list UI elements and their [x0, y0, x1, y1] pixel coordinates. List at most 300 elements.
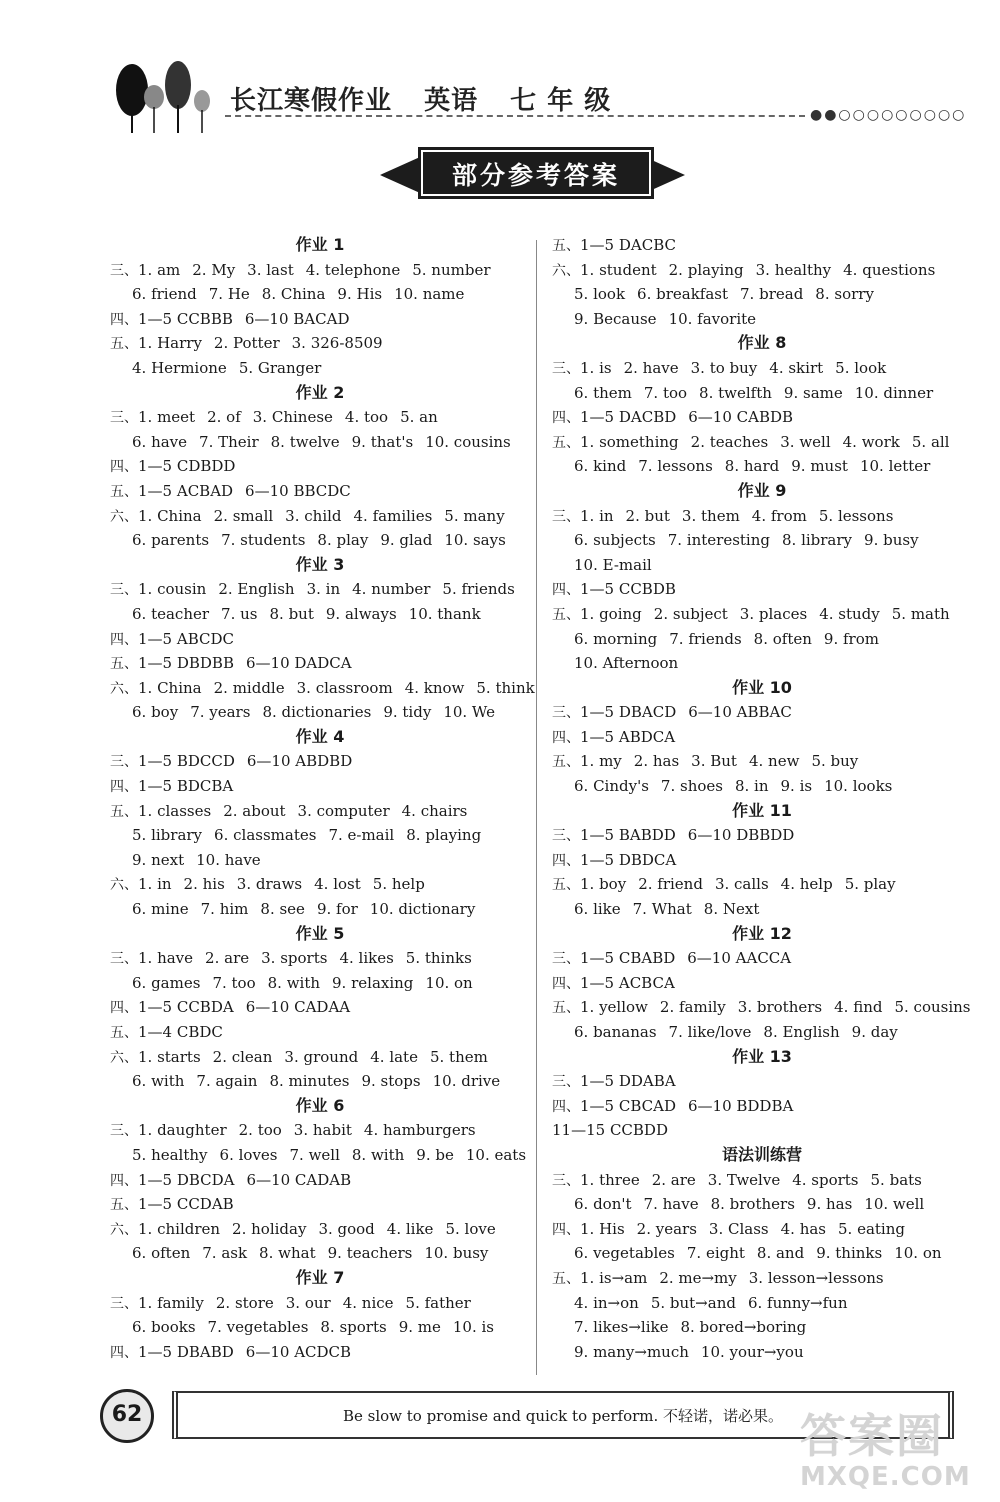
answer-item: 6. morning	[574, 629, 658, 648]
question-part-tag: 六、	[110, 508, 138, 525]
answer-line	[110, 1192, 530, 1217]
answer-item: 5. love	[445, 1219, 496, 1238]
answer-line	[110, 405, 530, 430]
answer-item: 1. His	[580, 1219, 625, 1238]
answer-item: 5. them	[429, 1047, 488, 1066]
answer-item: 1—5 CBCAD	[580, 1096, 676, 1115]
answer-line	[552, 1168, 972, 1193]
question-part-tag: 三、	[110, 1295, 138, 1312]
answer-item: 4. in→on	[574, 1293, 639, 1312]
banner-box	[418, 147, 654, 199]
answer-line	[110, 430, 530, 455]
answer-item: 4. number	[352, 580, 431, 599]
answer-item: 9. must	[791, 457, 848, 476]
answer-line	[552, 725, 972, 750]
answer-item: 8. minutes	[269, 1072, 350, 1091]
answer-item: 8. with	[351, 1145, 405, 1164]
answer-line	[110, 307, 530, 332]
question-part-tag: 四、	[552, 582, 580, 599]
answer-item: 5. library	[132, 826, 203, 845]
answer-item: 7. again	[196, 1072, 258, 1091]
answer-line	[552, 1291, 972, 1316]
answer-item: 4. questions	[843, 260, 936, 279]
answer-item: 1—5 DACBC	[580, 236, 676, 254]
answer-item: 1. daughter	[138, 1121, 227, 1140]
answer-item: 4. skirt	[769, 358, 824, 377]
question-part-tag: 四、	[552, 410, 580, 427]
answer-line	[110, 1020, 530, 1045]
answer-item: 3. sports	[261, 949, 328, 968]
section-heading: 作业 5	[295, 923, 345, 943]
answer-item: 6—10 BBCDC	[245, 481, 351, 500]
answer-item: 9. glad	[380, 531, 433, 550]
answer-item: 4. chairs	[401, 801, 468, 820]
question-part-tag: 四、	[110, 631, 138, 648]
answer-item: 7. What	[632, 900, 692, 919]
answer-item: 9. tidy	[383, 703, 432, 722]
answer-item: 6—10 ABBAC	[688, 703, 792, 722]
question-part-tag: 四、	[552, 852, 580, 869]
answer-item: 8. and	[756, 1244, 805, 1263]
answer-item: 3. good	[318, 1219, 375, 1238]
answer-item: 7. Their	[199, 432, 259, 451]
answer-line	[552, 233, 972, 258]
answer-item: 6—10 DADCA	[245, 654, 352, 673]
answer-item: 9. next	[132, 850, 185, 869]
answer-item: 6. books	[132, 1318, 196, 1337]
answer-item: 1—5 DBCDA	[138, 1170, 235, 1189]
question-part-tag: 三、	[110, 951, 138, 968]
answer-item: 6—10 ABDBD	[246, 752, 353, 771]
answer-item: 9. that's	[351, 432, 414, 451]
answer-item: 3. draws	[236, 875, 303, 894]
question-part-tag: 五、	[110, 656, 138, 673]
answer-item: 5. father	[405, 1293, 471, 1312]
answer-item: 7. well	[289, 1145, 340, 1164]
answer-item: 7. years	[190, 703, 251, 722]
answer-item: 9. Because	[574, 309, 657, 328]
banner-left-ribbon	[380, 157, 420, 193]
answer-item: 8. Next	[703, 900, 760, 919]
answer-item: 1. meet	[138, 408, 196, 427]
answer-item: 10. have	[196, 850, 261, 869]
answer-item: 1. something	[580, 432, 679, 451]
answer-line	[552, 528, 972, 553]
answer-item: 11—15 CCBDD	[552, 1121, 668, 1140]
answer-item: 2. are	[651, 1170, 696, 1189]
question-part-tag: 四、	[110, 459, 138, 476]
answer-item: 2. years	[636, 1219, 697, 1238]
answer-item: 1. is→am	[580, 1268, 648, 1287]
section-heading: 作业 11	[732, 800, 792, 820]
answer-line	[110, 282, 530, 307]
answer-item: 6. friend	[132, 285, 197, 304]
answer-line	[110, 774, 530, 799]
answer-item: 1. my	[580, 752, 622, 771]
answer-item: 5. friends	[442, 580, 515, 599]
answer-item: 9. from	[823, 629, 879, 648]
answer-item: 4. too	[344, 408, 389, 427]
answer-item: 7. vegetables	[207, 1318, 309, 1337]
answer-item: 7. interesting	[667, 531, 770, 550]
answer-line	[110, 995, 530, 1020]
answer-item: 6. boy	[132, 703, 179, 722]
answer-line	[552, 1241, 972, 1266]
answer-item: 1—5 ACBCA	[580, 973, 675, 992]
answer-item: 6. loves	[219, 1145, 278, 1164]
answer-item: 1. three	[580, 1170, 640, 1189]
answer-item: 10. Afternoon	[574, 654, 679, 673]
answer-item: 1—5 CCDAB	[138, 1195, 234, 1214]
answer-item: 4. Hermione	[132, 358, 227, 377]
answer-item: 3. Chinese	[252, 408, 333, 427]
watermark-logo	[800, 1400, 1000, 1500]
answer-item: 4. has	[780, 1219, 826, 1238]
answer-item: 6. games	[132, 973, 201, 992]
answer-item: 1. children	[138, 1219, 221, 1238]
answer-item: 3. child	[285, 506, 342, 525]
question-part-tag: 五、	[552, 606, 580, 623]
answer-item: 10. dictionary	[369, 900, 476, 919]
question-part-tag: 五、	[110, 483, 138, 500]
answer-line	[552, 1217, 972, 1242]
answer-item: 2. has	[633, 752, 680, 771]
answer-item: 6—10 CADAA	[245, 998, 351, 1017]
answer-item: 1—5 ABCDC	[138, 629, 234, 648]
answer-line	[552, 602, 972, 627]
answer-item: 7. He	[208, 285, 250, 304]
section-heading: 作业 10	[732, 677, 792, 697]
answer-item: 7. us	[221, 604, 258, 623]
answer-line	[552, 1069, 972, 1094]
answer-line	[110, 1069, 530, 1094]
answer-item: 8. dictionaries	[262, 703, 372, 722]
question-part-tag: 四、	[110, 1000, 138, 1017]
answer-line	[110, 799, 530, 824]
question-part-tag: 三、	[552, 828, 580, 845]
answer-line	[552, 504, 972, 529]
answer-line	[110, 1217, 530, 1242]
answer-item: 5. but→and	[650, 1293, 736, 1312]
answer-item: 6. breakfast	[637, 285, 729, 304]
answer-item: 10. letter	[859, 457, 931, 476]
answer-line	[110, 1241, 530, 1266]
answer-item: 9. always	[325, 604, 397, 623]
answer-item: 6. like	[574, 900, 621, 919]
answer-item: 5. thinks	[405, 949, 472, 968]
answer-line	[552, 872, 972, 897]
answer-item: 8. with	[267, 973, 321, 992]
answer-line	[552, 1094, 972, 1119]
answer-item: 1—5 CCBDB	[580, 580, 676, 599]
answer-item: 9. me	[398, 1318, 441, 1337]
section-heading: 作业 12	[732, 923, 792, 943]
answer-item: 9. for	[316, 900, 358, 919]
answer-item: 5. help	[372, 875, 425, 894]
answer-item: 10. well	[864, 1195, 925, 1214]
question-part-tag: 四、	[552, 1098, 580, 1115]
answer-item: 10. name	[394, 285, 465, 304]
trees-icon	[110, 55, 220, 135]
watermark-url: MXQE.COM	[800, 1462, 971, 1492]
answer-item: 4. know	[404, 678, 465, 697]
answer-item: 4. help	[780, 875, 833, 894]
question-part-tag: 五、	[552, 238, 580, 254]
answer-item: 8. library	[781, 531, 853, 550]
answer-line	[552, 823, 972, 848]
answer-item: 6. Cindy's	[574, 777, 649, 796]
answer-item: 5. eating	[838, 1219, 905, 1238]
answer-line	[110, 1340, 530, 1365]
answer-item: 10. your→you	[700, 1342, 804, 1361]
answer-item: 2. Potter	[213, 334, 280, 353]
answer-line	[110, 1168, 530, 1193]
answer-item: 3. last	[247, 260, 294, 279]
answer-item: 1—5 BABDD	[580, 826, 676, 845]
answer-item: 1. China	[138, 506, 202, 525]
page-number: 62	[100, 1389, 154, 1443]
answer-item: 1. classes	[138, 801, 212, 820]
answer-item: 1. in	[138, 875, 172, 894]
answer-item: 6. don't	[574, 1195, 632, 1214]
answer-item: 1. starts	[138, 1047, 201, 1066]
answer-item: 3. Twelve	[707, 1170, 781, 1189]
answer-item: 1—5 CDBDD	[138, 457, 236, 476]
answer-item: 4. telephone	[305, 260, 401, 279]
answer-line	[110, 1045, 530, 1070]
answer-line	[110, 528, 530, 553]
answer-item: 8. what	[259, 1244, 316, 1263]
answer-line	[110, 1143, 530, 1168]
answer-line	[552, 1020, 972, 1045]
question-part-tag: 六、	[110, 680, 138, 697]
answer-line	[552, 1315, 972, 1340]
answer-item: 1. boy	[580, 875, 627, 894]
answer-line	[552, 897, 972, 922]
answer-item: 4. study	[819, 604, 880, 623]
question-part-tag: 六、	[110, 1049, 138, 1066]
answer-line	[552, 258, 972, 283]
answer-item: 1. Harry	[138, 334, 202, 353]
answer-item: 5. number	[412, 260, 491, 279]
answer-item: 1. going	[580, 604, 642, 623]
question-part-tag: 四、	[110, 1344, 138, 1361]
answer-item: 3. well	[780, 432, 831, 451]
answer-item: 3. habit	[293, 1121, 352, 1140]
question-part-tag: 四、	[110, 311, 138, 328]
answer-item: 1—5 DACBD	[580, 408, 677, 427]
answer-item: 9. has	[806, 1195, 853, 1214]
answer-item: 2. clean	[212, 1047, 273, 1066]
answer-item: 2. holiday	[232, 1219, 307, 1238]
answer-item: 1. China	[138, 678, 202, 697]
answer-line	[552, 1340, 972, 1365]
answer-item: 7. like/love	[668, 1023, 752, 1041]
answer-item: 2. store	[215, 1293, 274, 1312]
question-part-tag: 三、	[110, 410, 138, 427]
question-part-tag: 六、	[110, 1221, 138, 1238]
answer-item: 8. China	[261, 285, 326, 304]
answer-item: 2. subject	[653, 604, 728, 623]
answer-item: 5. think	[476, 678, 535, 697]
answer-item: 6. them	[574, 383, 632, 402]
answer-item: 3. brothers	[737, 998, 823, 1017]
answer-item: 2. me→my	[659, 1268, 737, 1287]
section-heading: 作业 4	[295, 726, 345, 746]
answer-line	[552, 577, 972, 602]
answer-item: 5. Granger	[238, 358, 322, 377]
answer-item: 10. on	[894, 1244, 942, 1263]
answer-item: 10. cousins	[425, 432, 511, 451]
answer-item: 1—5 DBDCA	[580, 850, 677, 869]
answer-item: 5. play	[844, 875, 896, 894]
answer-line	[552, 848, 972, 873]
answer-item: 2. but	[625, 506, 670, 525]
question-part-tag: 五、	[110, 1025, 138, 1041]
answers-banner	[380, 145, 685, 201]
answers-right-column	[552, 233, 972, 1364]
question-part-tag: 五、	[552, 754, 580, 771]
answer-item: 5. healthy	[132, 1145, 208, 1164]
question-part-tag: 三、	[110, 582, 138, 599]
answer-line	[552, 946, 972, 971]
answer-line	[552, 356, 972, 381]
answer-line	[110, 946, 530, 971]
answer-line	[552, 1118, 972, 1143]
answer-line	[110, 454, 530, 479]
answer-item: 8. twelfth	[699, 383, 772, 402]
answer-item: 6. often	[132, 1244, 191, 1263]
answer-line	[552, 1266, 972, 1291]
question-part-tag: 四、	[552, 975, 580, 992]
page-header	[105, 45, 965, 135]
answer-item: 10. E-mail	[574, 555, 652, 574]
answer-line	[552, 749, 972, 774]
answer-item: 8. often	[753, 629, 812, 648]
answer-item: 6. funny→fun	[747, 1293, 848, 1312]
answer-item: 3. classroom	[296, 678, 393, 697]
answer-item: 1. family	[138, 1293, 204, 1312]
answer-item: 1. in	[580, 506, 614, 525]
answer-item: 1. yellow	[580, 998, 648, 1017]
motto-text: Be slow to promise and quick to perform. 不轻诺，诺必果。	[342, 1407, 784, 1425]
answer-item: 8. but	[269, 604, 314, 623]
question-part-tag: 五、	[110, 803, 138, 820]
answer-item: 10. looks	[824, 777, 893, 796]
answer-item: 2. his	[183, 875, 225, 894]
answer-item: 4. hamburgers	[363, 1121, 476, 1140]
answer-item: 3. 326-8509	[291, 334, 383, 353]
answer-item: 10. thank	[408, 604, 481, 623]
answer-line	[552, 405, 972, 430]
answer-item: 1—5 DDABA	[580, 1072, 676, 1091]
question-part-tag: 三、	[552, 360, 580, 377]
banner-title: 部分参考答案	[451, 161, 620, 190]
answer-item: 7. students	[221, 531, 306, 550]
question-part-tag: 五、	[110, 336, 138, 353]
answer-item: 5. buy	[811, 752, 859, 771]
answer-line	[110, 258, 530, 283]
answer-item: 9. relaxing	[332, 973, 414, 992]
answer-item: 3. calls	[714, 875, 769, 894]
answer-line	[552, 307, 972, 332]
answer-item: 5. all	[911, 432, 950, 451]
answer-line	[110, 1291, 530, 1316]
answer-line	[552, 454, 972, 479]
answer-item: 6. with	[132, 1072, 185, 1091]
answer-item: 8. twelve	[270, 432, 340, 451]
answer-item: 5. math	[891, 604, 950, 623]
answer-item: 1—5 DBDBB	[138, 654, 234, 673]
answer-item: 3. But	[691, 752, 737, 771]
answer-item: 2. English	[218, 580, 295, 599]
answer-item: 1. cousin	[138, 580, 207, 599]
answer-item: 8. sports	[320, 1318, 387, 1337]
answer-item: 7. e-mail	[328, 826, 395, 845]
question-part-tag: 三、	[110, 1123, 138, 1140]
answer-item: 7. lessons	[638, 457, 713, 476]
answer-item: 6. bananas	[574, 1023, 657, 1041]
answer-item: 4. likes	[339, 949, 394, 968]
answer-line	[110, 848, 530, 873]
question-part-tag: 五、	[552, 1270, 580, 1287]
answer-line	[552, 430, 972, 455]
answer-item: 1—5 DBACD	[580, 703, 677, 722]
answer-item: 3. our	[285, 1293, 331, 1312]
answer-item: 1—5 ACBAD	[138, 481, 234, 500]
answer-item: 6. classmates	[214, 826, 317, 845]
answer-item: 2. too	[238, 1121, 282, 1140]
answer-item: 8. in	[734, 777, 769, 796]
question-part-tag: 三、	[552, 1074, 580, 1091]
header-title	[230, 80, 633, 117]
question-part-tag: 三、	[552, 705, 580, 722]
answer-item: 10. is	[452, 1318, 495, 1337]
answer-item: 8. English	[763, 1023, 840, 1041]
answer-item: 9. busy	[864, 531, 919, 550]
answer-line	[110, 479, 530, 504]
answer-line	[110, 897, 530, 922]
answer-item: 4. work	[842, 432, 900, 451]
answer-item: 2. family	[659, 998, 726, 1017]
answer-item: 1—5 BDCBA	[138, 777, 234, 796]
answer-item: 3. computer	[297, 801, 390, 820]
section-heading: 作业 8	[737, 333, 787, 353]
header-divider	[225, 115, 805, 117]
answer-line	[552, 651, 972, 676]
answer-item: 1. is	[580, 358, 612, 377]
question-part-tag: 六、	[110, 877, 138, 894]
answer-line	[110, 627, 530, 652]
answer-item: 10. dinner	[854, 383, 934, 402]
answer-item: 8. play	[317, 531, 369, 550]
answer-item: 1. am	[138, 260, 181, 279]
answer-line	[110, 504, 530, 529]
answer-item: 4. lost	[314, 875, 361, 894]
book-title: 长江寒假作业	[230, 86, 393, 116]
answer-item: 7. likes→like	[574, 1318, 669, 1337]
answer-item: 2. of	[207, 408, 241, 427]
answer-item: 2. have	[623, 358, 679, 377]
question-part-tag: 五、	[110, 1197, 138, 1214]
answer-item: 7. ask	[202, 1244, 248, 1263]
answer-item: 6. subjects	[574, 531, 656, 550]
answer-item: 4. late	[370, 1047, 418, 1066]
answer-item: 1—5 CBABD	[580, 949, 676, 968]
answer-item: 5. bats	[870, 1170, 922, 1189]
answer-item: 4. sports	[792, 1170, 859, 1189]
answer-item: 7. him	[200, 900, 249, 919]
